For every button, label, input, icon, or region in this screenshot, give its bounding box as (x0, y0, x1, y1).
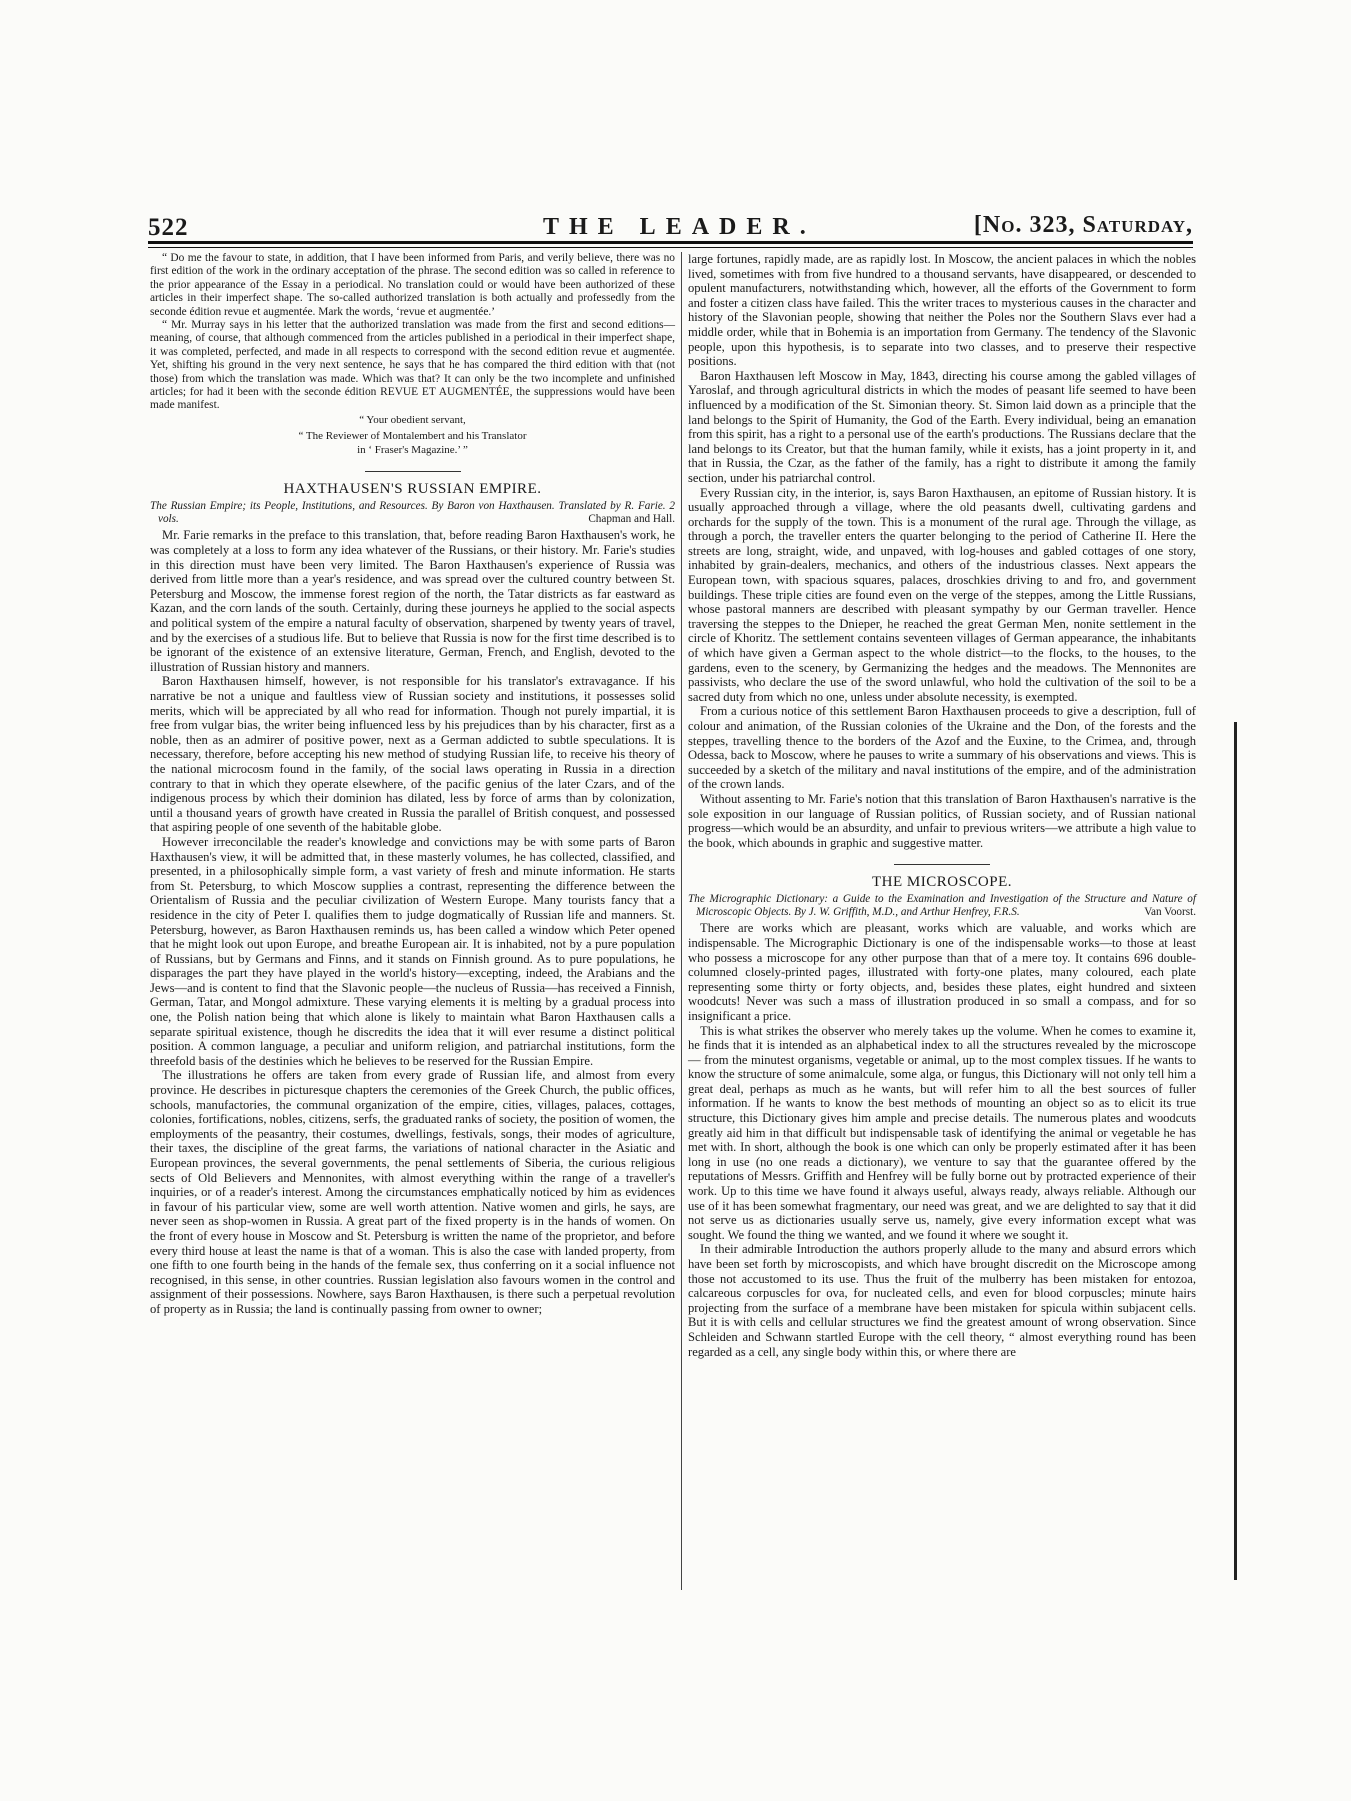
bibliography-text: The Russian Empire; its People, Institutions, and Resources. By Baron von Haxthausen. Translated by R. Farie. 2 vols. (150, 500, 675, 526)
page-edge-shadow (1234, 722, 1237, 1580)
signature-line: in ‘ Fraser's Magazine.’ ” (357, 444, 468, 457)
letter-signature (150, 429, 675, 457)
review-paragraph: large fortunes, rapidly made, are as rapidly lost. In Moscow, the ancient palaces in which the nobles lived, sometimes with from five hundred to a thousand servants, have disappeared, or descended to opulent manufacturers, notwithstanding which, however, all the efforts of the Government to form and foster a citizen class have failed. This the writer traces to mysterious causes in the character and history of the Slavonian people, showing that neither the Poles nor the Southern Slavs ever had a middle order, while that in Bohemia is an importation from Germany. The tendency of the Slavonic people, upon this hypothesis, is to separate into two classes, and to preserve their respective positions. (688, 252, 1196, 369)
review-paragraph: Baron Haxthausen himself, however, is not responsible for his translator's extravagance. If his narrative be not a unique and faultless view of Russian society and institutions, it possesses solid merits, which will be appreciated by all who read for information. Though not purely impartial, it is free from vulgar bias, the writer being influenced less by his prejudices than by his character, first as a noble, then as an admirer of positive power, next as a German addicted to subtle speculations. It is necessary, therefore, before accepting his new method of studying Russian life, to receive his theory of the national microcosm found in the family, of the social laws operating in Russia in a direction contrary to that in which they operate elsewhere, of the pacific genius of the later Czars, and of the indigenous process by which their dominion has dilated, less by force of arms than by colonization, until a thousand years of growth have created in Russia the parallel of British conquest, and possessed that aspiring people of one seventh of the habitable globe. (150, 674, 675, 835)
header-rule-thick (148, 241, 1193, 244)
review-paragraph: This is what strikes the observer who merely takes up the volume. When he comes to examine it, he finds that it is intended as an alphabetical index to all the structures revealed by the microscope — from the minutest organisms, vegetable or animal, up to the most complex tissues. If he wants to know the structure of some animalcule, some alga, or fungus, this Dictionary will not only tell him a great deal, perhaps as much as he wants, but will refer him to all the best sources of fuller information. If he wants to know the best methods of mounting an object so as to elicit its true structure, this Dictionary gives him ample and precise details. The numerous plates and woodcuts greatly aid him in that difficult but indispensable task of identifying the animal or vegetable he has met with. In short, although the book is one which can only be properly estimated after it has been long in use (no one reads a dictionary), we venture to say that the guarantee offered by the reputations of Messrs. Griffith and Henfrey will be fully borne out by protracted experience of their work. Up to this time we have found it always useful, always ready, always reliable. Although our use of it has been somewhat fragmentary, our need was great, and we are delighted to say that it did not serve us as dictionaries usually serve us, namely, give every information except what was sought. We found the thing we wanted, and we found it where we sought it. (688, 1023, 1196, 1242)
right-column (688, 252, 1196, 1359)
publisher: Van Voorst. (1144, 906, 1196, 919)
page-header (148, 212, 1193, 252)
review-paragraph: From a curious notice of this settlement Baron Haxthausen proceeds to give a description, full of colour and animation, of the Russian colonies of the Ukraine and the Don, of the forests and the steppes, travelling thence to the borders of the Azof and the Euxine, to the Crimea, and, through Odessa, back to Moscow, where he pauses to write a summary of his observations and views. This is succeeded by a sketch of the military and naval institutions of the empire, and of the administration of the crown lands. (688, 704, 1196, 792)
review-paragraph: However irreconcilable the reader's knowledge and convictions may be with some parts of Baron Haxthausen's view, it will be admitted that, in these masterly volumes, he has collected, classified, and presented, in a philosophically simple form, a vast variety of fresh and minute information. He starts from St. Petersburg, to which Moscow supplies a contrast, representing the difference between the Orientalism of Russia and the peculiar civilization of Western Europe. Many tourists fancy that a residence in the city of Peter I. qualifies them to judge dogmatically of Russian life and manners. St. Petersburg, however, as Baron Haxthausen reminds us, has been called a window which Peter opened that he might look out upon Europe, and breathe European air. It is inhabited, not by a pure population of Russians, but by Germans and Finns, and it stands on Finnish ground. As to pure populations, he disparages the part they have played in the world's history—excepting, indeed, the Arabians and the Jews—and is content to find that the Slavonic people—the nucleus of Russia—has received a Finnish, German, Tatar, and Mongol admixture. These varying elements it is melting by a gradual process into one, the Polish nation being that which alone is likely to maintain what Baron Haxthausen calls a separate spiritual existence, though he discredits the idea that it will ever resume a distinct political position. A common language, a peculiar and uniform religion, and patriarchal institutions, form the threefold basis of the destinies which he believes to be reserved for the Russian Empire. (150, 834, 675, 1068)
review-heading: HAXTHAUSEN'S RUSSIAN EMPIRE. (283, 481, 542, 498)
header-rule-thin (148, 247, 1193, 248)
page-number: 522 (148, 214, 189, 241)
letter-paragraph: “ Mr. Murray says in his letter that the authorized translation was made from the first and second editions—meaning, of course, that although commenced from the articles published in a periodical in their imperfect shape, it was completed, perfected, and made in all respects to correspond with the second edition revue et augmentée. Yet, shifting his ground in the very next sentence, he says that he has compared the third edition with that (not those) from which the translation was made. Which was that? It can only be the two incomplete and unfinished articles; for had it been with the seconde édition REVUE ET AUGMENTÉE, the suppressions would have been made manifest. (150, 319, 675, 412)
letter-to-editor (150, 252, 675, 457)
review-paragraph: Baron Haxthausen left Moscow in May, 1843, directing his course among the gabled villages of Yaroslaf, and through agricultural districts in which the modes of peasant life seemed to have been influenced by a modification of the St. Simonian theory. St. Simon laid down as a principle that the land belongs to the Spirit of Humanity, the God of the Earth. Every individual, being an emanation from this spirit, has a right to a personal use of the earth's productions. The Russians declare that the land belongs to its Creator, but that the human family, while it exists, has a joint property in it, and that in Russia, the Czar, as the father of the family, has a right to distribute it among the family section, under his patriarchal control. (688, 368, 1196, 485)
review-bibliography (150, 500, 675, 526)
review-heading: THE MICROSCOPE. (871, 874, 1013, 891)
section-rule (894, 864, 990, 865)
review-paragraph: There are works which are pleasant, works which are valuable, and works which are indispensable. The Micrographic Dictionary is one of the indispensable works—to those at least who possess a microscope for any other purpose than that of a mere toy. It contains 696 double-columned closely-printed pages, illustrated with forty-one plates, many coloured, each plate representing some thirty or forty objects, and, besides these plates, eight hundred and sixteen woodcuts! Never was such a mass of illustration produced in so small a compass, and for so insignificant a price. (688, 921, 1196, 1023)
publisher: Chapman and Hall. (588, 513, 675, 526)
review-paragraph: Without assenting to Mr. Farie's notion that this translation of Baron Haxthausen's narrative is the sole exposition in our language of Russian politics, of Russian society, and of Russian national progress—which would be an absurdity, and unfair to previous writers—we attribute a high value to the book, which abounds in graphic and suggestive matter. (688, 791, 1196, 850)
masthead-title: THE LEADER. (543, 214, 816, 240)
left-column (150, 252, 675, 1317)
review-paragraph: Every Russian city, in the interior, is, says Baron Haxthausen, an epitome of Russian history. It is usually approached through a village, where the old peasants dwell, cultivating gardens and orchards for the supply of the town. This is a monument of the rural age. Through the village, as through a porch, the traveller enters the quarter belonging to the period of Catherine II. Here the streets are long, straight, wide, and unpaved, with log-houses and gabled cottages of one story, inhabited by grain-dealers, mechanics, and others of the industrious classes. Next appears the European town, with spacious squares, palaces, droschkies driving to and fro, and government buildings. These triple cities are found even on the verge of the steppes, among the Little Russians, whose pastoral manners are described with pleasant sympathy by our German traveller. Hence traversing the steppes to the Dnieper, he reached the great German Men, nonite settlement in the circle of Khoritz. The settlement contains seventeen villages of German appearance, the inhabitants of which have given a German aspect to the whole district—to the flocks, to the houses, to the gardens, even to the scenery, by Germanizing the hedges and the meadows. The Mennonites are passivists, who declare the use of the sword unlawful, who hold the cultivation of the soil to be a sacred duty from which no one, unless under absolute necessity, is exempted. (688, 485, 1196, 704)
column-divider (681, 252, 682, 1590)
review-paragraph: In their admirable Introduction the authors properly allude to the many and absurd errors which have been set forth by microscopists, and which have brought discredit on the Microscope among those not accustomed to its use. Thus the fruit of the mulberry has been mistaken for entozoa, calcareous corpuscles for ova, for nucleated cells, and even for blood corpuscles; minute hairs projecting from the surface of a membrane have been mistaken for spicula within subjacent cells. But it is with cells and cellular structures we find the greatest amount of wrong observation. Since Schleiden and Schwann startled Europe with the cell theory, “ almost everything round has been regarded as a cell, any single body within this, or where there are (688, 1242, 1196, 1359)
section-rule (365, 471, 461, 472)
bibliography-text: The Micrographic Dictionary: a Guide to the Examination and Investigation of the Structure and Nature of Microscopic Objects. By J. W. Griffith, M.D., and Arthur Henfrey, F.R.S. (688, 892, 1196, 919)
review-bibliography (688, 893, 1196, 919)
signature-line: “ The Reviewer of Montalembert and his Translator (298, 430, 527, 443)
letter-paragraph: “ Do me the favour to state, in addition, that I have been informed from Paris, and verily believe, there was no first edition of the work in the ordinary acceptation of the phrase. The second edition was so called in reference to the prior appearance of the Essay in a periodical. No translation could or would have been authorized of these articles in their imperfect shape. The so-called authorized translation is both actually and professedly from the seconde édition revue et augmentée. Mark the words, ‘revue et augmentée.’ (150, 252, 675, 318)
review-paragraph: Mr. Farie remarks in the preface to this translation, that, before reading Baron Haxthausen's work, he was completely at a loss to form any idea whatever of the Russians, or their history. Mr. Farie's studies in this direction must have been very limited. The Baron Haxthausen's experience of Russia was derived from little more than a year's residence, and was spread over the cultured country between St. Petersburg and Moscow, the immense forest region of the north, the Tatar districts as far eastward as Kazan, and the corn lands of the south. Certainly, during these journeys he applied to the social aspects and political system of the empire a natural faculty of observation, sharpened by twenty years of travel, and by the exercises of a studious life. But to believe that Russia is now for the first time described is to be ignorant of the existence of an extensive literature, German, French, and English, devoted to the illustration of Russian history and manners. (150, 528, 675, 674)
letter-signoff: “ Your obedient servant, (359, 413, 466, 426)
issue-number: [No. 323, Saturday, (973, 212, 1193, 238)
review-paragraph: The illustrations he offers are taken from every grade of Russian life, and almost from every province. He describes in picturesque chapters the ceremonies of the Greek Church, the public offices, schools, manufactories, the communal organization of the empire, cities, villages, palaces, cottages, colonies, fortifications, nobles, citizens, serfs, the graduated ranks of society, the position of women, the employments of the peasantry, their costumes, dwellings, festivals, songs, their modes of agriculture, their taxes, the discipline of the great farms, the variations of national character in the Asiatic and European provinces, the several governments, the penal settlements of Siberia, the curious religious sects of Old Believers and Mennonites, with almost everything within the range of a traveller's inquiries, or of a reader's interest. Among the circumstances emphatically noticed by him as evidences in favour of his particular view, some are well worth attention. Native women and girls, he says, are never seen as shop-women in Russia. A great part of the fixed property is in the hands of women. On the front of every house in Moscow and St. Petersburg is written the name of the proprietor, and before every third house at least the name is that of a woman. This is also the case with landed property, from one fifth to one fourth being in the hands of the female sex, thus conferring on it a social influence not recognised, in this sense, in other countries. Russian legislation also favours women in the control and assignment of their possessions. Nowhere, says Baron Haxthausen, is there such a perpetual revolution of property as in Russia; the land is continually passing from owner to owner; (150, 1068, 675, 1316)
